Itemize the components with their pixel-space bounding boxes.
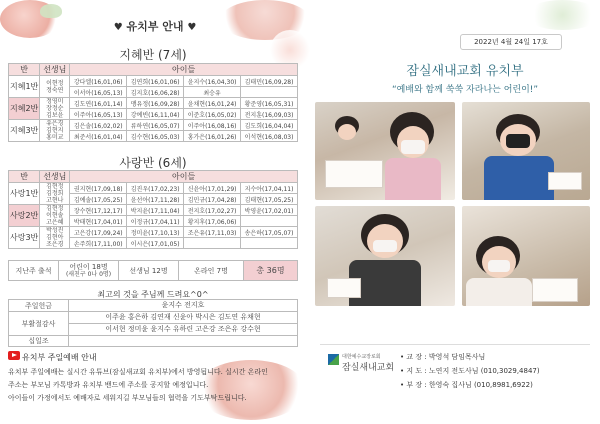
col-header-kids: 아이들: [70, 171, 298, 183]
attendance-table: [8, 260, 298, 281]
church-logo-name: 잠실새내교회: [342, 363, 395, 373]
offering-label: 주일헌금: [9, 300, 69, 312]
attendance-total: 총 36명: [244, 261, 298, 281]
kid-cell: 김태현(17,05,25): [241, 194, 298, 205]
class2-table: [8, 170, 298, 249]
teacher-cell: 정영미 장정순 김보윤: [40, 98, 70, 120]
kid-cell: 맹유정(16,09,28): [127, 98, 184, 109]
kid-cell: 김민규(17,04,28): [184, 194, 241, 205]
attendance-teachers: 선생님 12명: [119, 261, 179, 281]
kid-cell: 황지후(17,06,06): [184, 216, 241, 227]
col-header-ban: 반: [9, 64, 40, 76]
class1-title: 지혜반 (7세): [119, 48, 187, 62]
kid-cell: 지수아(17,04,11): [241, 183, 298, 194]
offering-table: [8, 299, 298, 347]
kid-cell: 김연희(16,01,06): [127, 76, 184, 87]
kid-cell: 강예빈(16,11,04): [127, 109, 184, 120]
ban-name: 사랑2반: [9, 205, 40, 227]
ban-name: 지혜1반: [9, 76, 40, 98]
ban-name: 사랑1반: [9, 183, 40, 205]
kid-cell: 윤지수(16,04,30): [184, 76, 241, 87]
kid-cell: 김지호(16,06,28): [127, 87, 184, 98]
offering-names: 윤지수 전지호: [69, 300, 298, 312]
kid-cell: 이시은(17,01,05): [127, 238, 184, 249]
kid-cell: 최승유: [184, 87, 241, 98]
kid-cell: 김태민(16,09,28): [241, 76, 298, 87]
kid-cell: 이준호(16,05,02): [184, 109, 241, 120]
kid-cell: 최준서(16,01,04): [70, 131, 127, 142]
offering-label: 부활절감사: [9, 312, 69, 336]
vice-line: • 부 장 : 한영숙 집사님 (010,8981,6922): [400, 381, 533, 389]
kid-cell: 조은유(17,11,03): [184, 227, 241, 238]
leaf-decoration: [525, 0, 600, 30]
col-header-kids: 아이들: [70, 64, 298, 76]
class2-title: 사랑반 (6세): [119, 156, 187, 170]
church-name: 잠실새내교회 유치부: [406, 64, 524, 79]
teacher-cell: 김현정 이현솔 고은혜: [40, 205, 70, 227]
kid-cell: 이석현(16,08,03): [241, 131, 298, 142]
class1-table: [8, 63, 298, 142]
kid-cell: 김도희(16,04,04): [241, 120, 298, 131]
kid-cell: [184, 238, 241, 249]
kid-cell: 박영윤(17,02,01): [241, 205, 298, 216]
pastor-line: • 교 장 : 박영석 담임목사님: [400, 353, 486, 361]
offering-names: [69, 336, 298, 347]
footer-divider: [320, 344, 590, 345]
kid-cell: 류하연(16,05,07): [127, 120, 184, 131]
church-logo-icon: [328, 354, 339, 365]
kid-cell: 전지호(17,02,27): [184, 205, 241, 216]
kid-cell: 홍가은(16,01,26): [184, 131, 241, 142]
youtube-title: 유치부 주일예배 안내: [22, 353, 97, 362]
staff-info: [400, 350, 590, 392]
kid-cell: [241, 238, 298, 249]
kid-cell: 이주아(16,08,16): [184, 120, 241, 131]
kid-cell: [241, 216, 298, 227]
kid-cell: 박지윤(17,11,04): [127, 205, 184, 216]
kid-cell: 이정규(17,04,11): [127, 216, 184, 227]
slogan: “예배와 함께 쑥쑥 자라나는 어린이!”: [391, 85, 539, 95]
kid-cell: 장수현(17,12,17): [70, 205, 127, 216]
photo-kids-crafts-2: [462, 102, 590, 200]
teacher-cell: 유은경 김현지 홍미교: [40, 120, 70, 142]
kid-cell: 김예솔(17,05,25): [70, 194, 127, 205]
col-header-ban: 반: [9, 171, 40, 183]
teacher-cell: 김현정 김정희 고현나: [40, 183, 70, 205]
offering-names: 이서현 정미윤 윤지수 유하린 고은강 조은유 강수현: [69, 324, 298, 336]
kid-cell: 전지훈(16,09,03): [241, 109, 298, 120]
kid-cell: 권지현(17,09,18): [70, 183, 127, 194]
youtube-text: 유치부 주일예배는 실시간 유튜브(잠실새교회 유치부)에서 방영됩니다. 실시간 온라인 주소는 부모님 카톡방과 유치부 밴드에 주소를 공지할 예정입니다. 아이들이 가정에서도 예배자로 세워지길 부모님들의 협력을 기도부탁드립니다.: [8, 368, 268, 402]
kid-cell: 김도연(16,01,14): [70, 98, 127, 109]
kid-cell: 송은하(17,05,07): [241, 227, 298, 238]
teacher-cell: 박성진 김현아 조은경: [40, 227, 70, 249]
photo-kids-crafts-1: [315, 102, 455, 200]
left-title: [100, 18, 210, 34]
kid-cell: 강다엘(16,01,06): [70, 76, 127, 87]
offering-names: 이주윤 홍은하 김연재 신윤아 박시은 김도연 유채현: [69, 312, 298, 324]
teacher-cell: 이현정 정숙연: [40, 76, 70, 98]
left-title-text: 유치부 안내: [126, 20, 184, 33]
col-header-teacher: 선생님: [40, 171, 70, 183]
kid-cell: 김진우(17,02,23): [127, 183, 184, 194]
attendance-label: 지난주 출석: [9, 261, 59, 281]
issue-date: 2022년 4월 24일 17호: [460, 34, 562, 50]
kid-cell: 이주아(16,05,13): [70, 109, 127, 120]
photo-kids-crafts-4: [462, 206, 590, 306]
kid-cell: [241, 87, 298, 98]
leaf-decoration: [40, 4, 62, 18]
ban-name: 지혜2반: [9, 98, 40, 120]
director-line: • 지 도 : 노연지 전도사님 (010,3029,4847): [400, 367, 540, 375]
col-header-teacher: 선생님: [40, 64, 70, 76]
kid-cell: 김은솔(16,02,02): [70, 120, 127, 131]
offering-label: 십일조: [9, 336, 69, 347]
kid-cell: 황준영(16,05,31): [241, 98, 298, 109]
photo-kids-crafts-3: [315, 206, 455, 306]
kid-cell: 박태현(17,04,01): [70, 216, 127, 227]
kid-cell: 윤선아(17,11,28): [127, 194, 184, 205]
kid-cell: 김수현(16,05,03): [127, 131, 184, 142]
attendance-children: 어린이 18명 (새친구 0나 0명): [59, 261, 119, 281]
kid-cell: 이서아(16,05,13): [70, 87, 127, 98]
kid-cell: 정미윤(17,10,13): [127, 227, 184, 238]
denomination-name: 대한예수교장로회: [342, 354, 381, 360]
offering-title: 최고의 것을 주님께 드려요^0^: [97, 290, 209, 299]
kid-cell: 윤채현(16,01,24): [184, 98, 241, 109]
ban-name: 사랑3반: [9, 227, 40, 249]
kid-cell: 손주희(17,11,00): [70, 238, 127, 249]
heart-icon: ♥: [113, 22, 123, 33]
youtube-icon: [8, 351, 20, 360]
kid-cell: 고은강(17,09,24): [70, 227, 127, 238]
heart-icon: ♥: [187, 22, 197, 33]
ban-name: 지혜3반: [9, 120, 40, 142]
attendance-online: 온라인 7명: [179, 261, 244, 281]
kid-cell: 신윤아(17,01,29): [184, 183, 241, 194]
